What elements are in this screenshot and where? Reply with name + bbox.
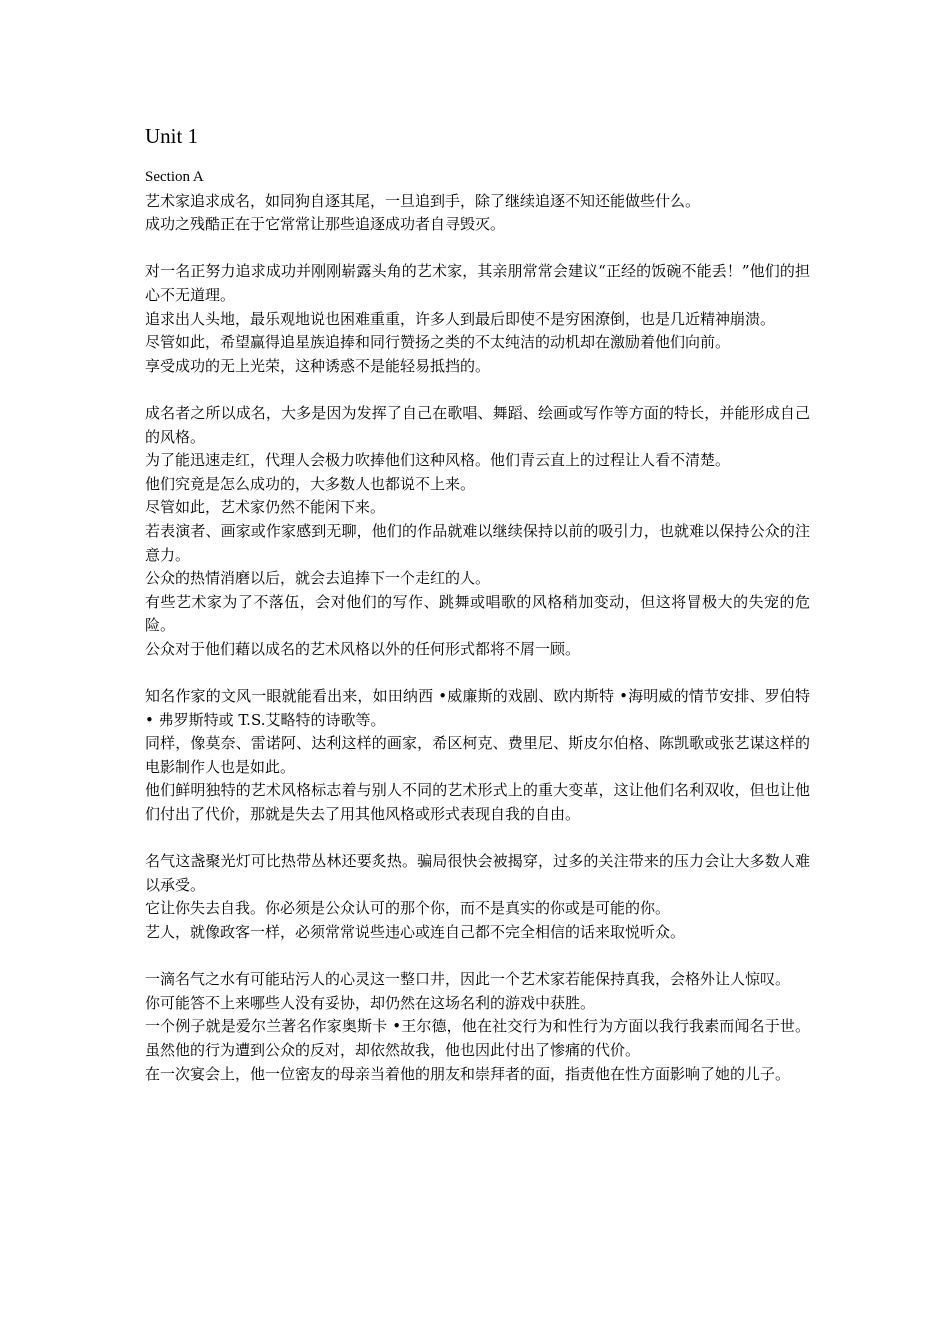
sentence: 他们究竟是怎么成功的，大多数人也都说不上来。 [145, 474, 476, 493]
sentence: 追求出人头地，最乐观地说也困难重重，许多人到最后即使不是穷困潦倒，也是几近精神崩溃。 [145, 309, 776, 328]
sentence: 对一名正努力追求成功并刚刚崭露头角的艺术家，其亲朋常常会建议“正经的饭碗不能丢！”他们的担心不无道理。 [145, 262, 810, 304]
section-label: Section A [145, 169, 204, 185]
sentence: 尽管如此，希望赢得追星族追捧和同行赞扬之类的不太纯洁的动机却在激励着他们向前。 [145, 333, 731, 352]
sentence: 名气这盏聚光灯可比热带丛林还要炙热。骗局很快会被揭穿，过多的关注带来的压力会让大多数人难以承受。 [145, 852, 810, 894]
sentence: 它让你失去自我。你必须是公众认可的那个你，而不是真实的你或是可能的你。 [145, 899, 671, 918]
paragraph-2 [145, 260, 810, 378]
unit-title: Unit 1 [145, 124, 199, 148]
sentence: 艺人，就像政客一样，必须常常说些违心或连自己都不完全相信的话来取悦听众。 [145, 923, 686, 941]
sentence: 成名者之所以成名，大多是因为发挥了自己在歌唱、舞蹈、绘画或写作等方面的特长，并能形成自己的风格。 [145, 403, 810, 446]
sentence: 公众对于他们藉以成名的艺术风格以外的任何形式都将不屑一顾。 [145, 639, 581, 658]
sentence: 尽管如此，艺术家仍然不能闲下来。 [145, 498, 386, 517]
sentence: 有些艺术家为了不落伍，会对他们的写作、跳舞或唱歌的风格稍加变动，但这将冒极大的失宠的危险。 [145, 592, 810, 635]
document-body [145, 166, 810, 1110]
sentence: 在一次宴会上，他一位密友的母亲当着他的朋友和崇拜者的面，指责他在性方面影响了她的儿子。 [145, 1064, 791, 1083]
sentence: 享受成功的无上光荣，这种诱惑不是能轻易抵挡的。 [145, 356, 491, 375]
paragraph-4 [145, 685, 810, 827]
paragraph-6 [145, 968, 810, 1086]
sentence: 一滴名气之水有可能玷污人的心灵这一整口井，因此一个艺术家若能保持真我，会格外让人惊叹。 [145, 970, 791, 989]
sentence: 同样，像莫奈、雷诺阿、达利这样的画家，希区柯克、费里尼、斯皮尔伯格、陈凯歌或张艺谋这样的电影制作人也是如此。 [145, 734, 810, 776]
sentence: 公众的热情消磨以后，就会去追捧下一个走红的人。 [145, 569, 491, 588]
paragraph-5 [145, 850, 810, 944]
sentence: 若表演者、画家或作家感到无聊，他们的作品就难以继续保持以前的吸引力，也就难以保持公众的注意力。 [145, 521, 810, 564]
paragraph-1 [145, 190, 810, 237]
sentence: 成功之残酷正在于它常常让那些追逐成功者自寻毁灭。 [145, 215, 506, 234]
sentence: 你可能答不上来哪些人没有妥协，却仍然在这场名利的游戏中获胜。 [145, 993, 596, 1012]
sentence: 他们鲜明独特的艺术风格标志着与别人不同的艺术形式上的重大变革，这让他们名利双收，但也让他们付出了代价，那就是失去了用其他风格或形式表现自我的自由。 [145, 781, 810, 824]
sentence: 艺术家追求成名，如同狗自逐其尾，一旦追到手，除了继续追逐不知还能做些什么。 [145, 191, 701, 210]
sentence: 一个例子就是爱尔兰著名作家奥斯卡 •王尔德，他在社交行为和性行为方面以我行我素而闻名于世。虽然他的行为遭到公众的反对，却依然故我，他也因此付出了惨痛的代价。 [145, 1017, 810, 1059]
sentence: 知名作家的文风一眼就能看出来，如田纳西 •威廉斯的戏剧、欧内斯特 •海明威的情节安排、罗伯特 • 弗罗斯特或 T.S.艾略特的诗歌等。 [145, 687, 810, 729]
paragraph-3 [145, 402, 810, 662]
sentence: 为了能迅速走红，代理人会极力吹捧他们这种风格。他们青云直上的过程让人看不清楚。 [145, 451, 731, 470]
